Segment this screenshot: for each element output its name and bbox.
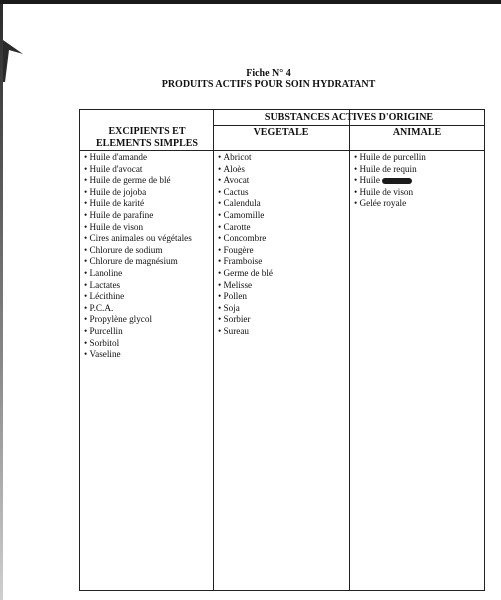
column-divider-1 (213, 110, 214, 590)
list-item: • Propylène glycol (84, 314, 192, 326)
list-item: • Huile de germe de blé (84, 175, 192, 187)
list-item (354, 175, 426, 187)
list-item: • Lanoline (84, 268, 192, 280)
list-item: • Huile de vison (354, 187, 426, 199)
list-item: • Camomille (218, 210, 273, 222)
list-item: • Huile de parafine (84, 210, 192, 222)
list-item: • P.C.A. (84, 303, 192, 315)
group-header-substances: SUBSTANCES ACTIVES D'ORIGINE (264, 112, 434, 123)
list-item: • Pollen (218, 291, 273, 303)
list-item: • Cires animales ou végétales (84, 233, 192, 245)
list-item: • Sorbier (218, 314, 273, 326)
fiche-number: Fiche N° 4 (246, 68, 291, 79)
group-header-divider (213, 125, 484, 126)
scan-edge-left (0, 4, 3, 600)
list-item: • Huile de karité (84, 198, 192, 210)
list-item: • Lactates (84, 280, 192, 292)
excipients-list (84, 152, 192, 361)
list-item: • Cactus (218, 187, 273, 199)
list-item: • Abricot (218, 152, 273, 164)
list-item: • Melisse (218, 280, 273, 292)
list-item: • Lécithine (84, 291, 192, 303)
list-item: • Chlorure de magnésium (84, 256, 192, 268)
list-item: • Huile d'avocat (84, 164, 192, 176)
header-excipients: EXCIPIENTS ET ELEMENTS SIMPLES (96, 126, 198, 149)
list-item: • Gelée royale (354, 198, 426, 210)
header-row-divider (80, 150, 484, 151)
list-item: • Framboise (218, 256, 273, 268)
list-item: • Calendula (218, 198, 273, 210)
scan-edge-top (0, 0, 501, 4)
active-products-table (79, 109, 485, 591)
list-item: • Purcellin (84, 326, 192, 338)
header-vegetale: VEGETALE (253, 127, 309, 138)
list-item: • Huile de jojoba (84, 187, 192, 199)
header-animale: ANIMALE (392, 127, 442, 138)
list-item: • Huile de vison (84, 222, 192, 234)
list-item: • Huile de purcellin (354, 152, 426, 164)
list-item: • Soja (218, 303, 273, 315)
list-item: • Fougère (218, 245, 273, 257)
redaction-mark (382, 178, 412, 184)
list-item: • Sorbitol (84, 338, 192, 350)
column-divider-2 (349, 110, 350, 590)
list-item: • Chlorure de sodium (84, 245, 192, 257)
list-item: • Sureau (218, 326, 273, 338)
list-item: • Avocat (218, 175, 273, 187)
list-item: • Carotte (218, 222, 273, 234)
list-item: • Aloès (218, 164, 273, 176)
vegetale-list (218, 152, 273, 338)
list-item: • Concombre (218, 233, 273, 245)
list-item-text: Huile (359, 175, 380, 186)
list-item: • Huile de requin (354, 164, 426, 176)
list-item: • Germe de blé (218, 268, 273, 280)
document-title: PRODUITS ACTIFS POUR SOIN HYDRATANT (161, 79, 376, 90)
list-item: • Vaseline (84, 349, 192, 361)
animale-list (354, 152, 426, 210)
list-item: • Huile d'amande (84, 152, 192, 164)
